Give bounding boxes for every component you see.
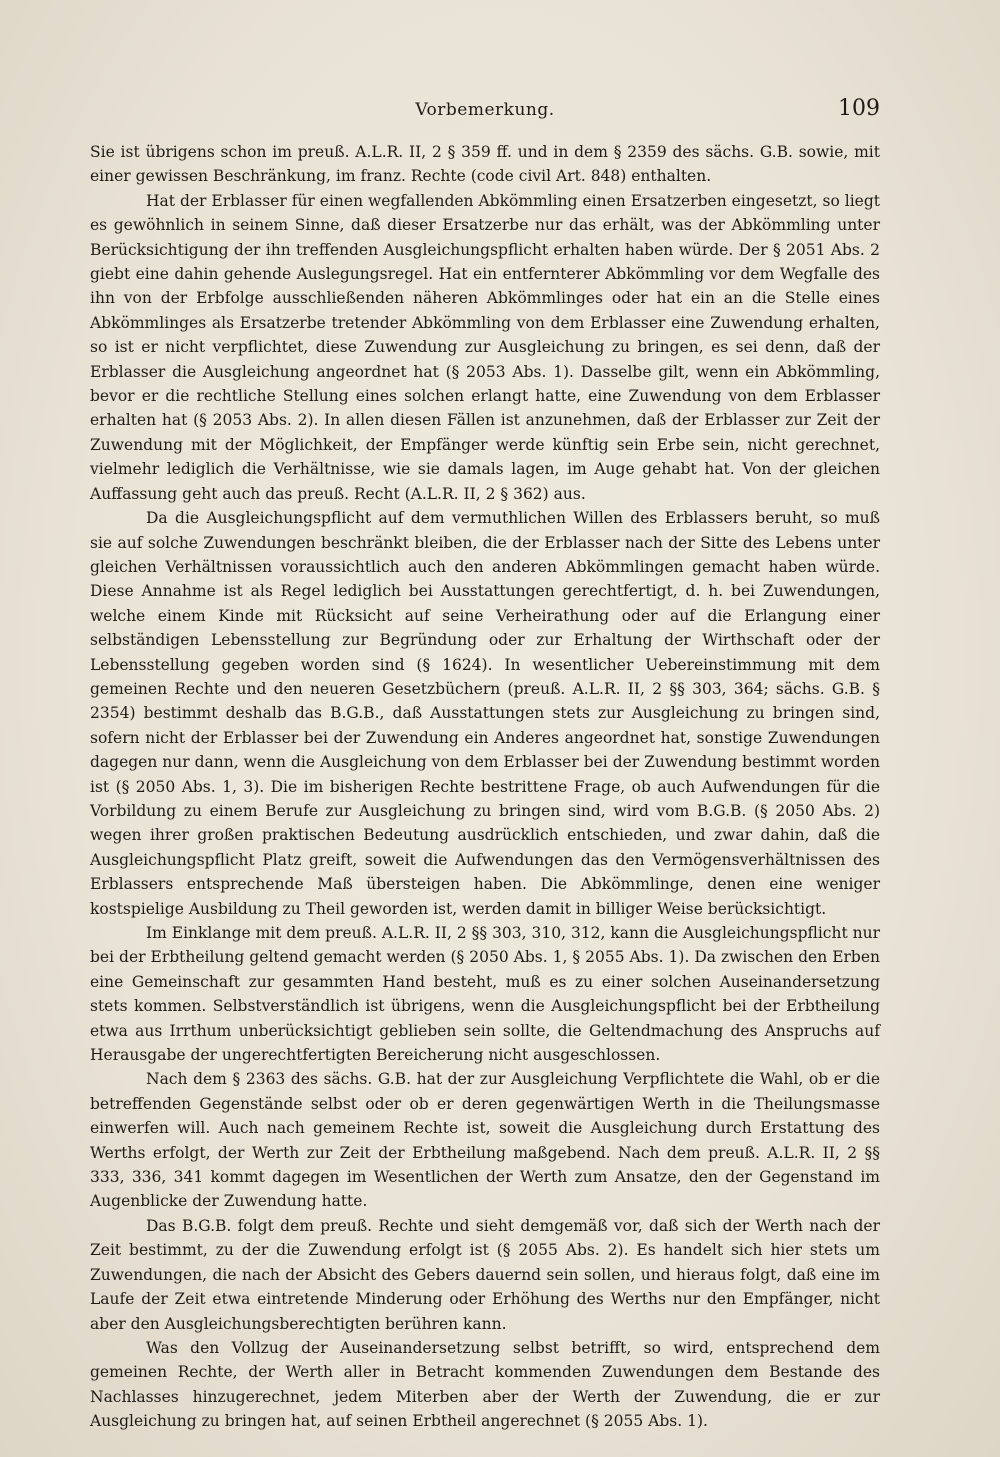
page-number: 109 [838,96,880,121]
page-header [90,96,880,128]
paragraph: Da die Ausgleichungspflicht auf dem vermuthlichen Willen des Erblassers beruht, so muß sie auf solche Zuwendungen beschränkt bleiben, die der Erblasser nach der Sitte des Lebens unter gleichen Verhältnissen voraussichtlich auch den anderen Abkömmlingen gemacht haben würde. Diese Annahme ist als Regel lediglich bei Ausstattungen gerechtfertigt, d. h. bei Zuwendungen, welche einem Kinde mit Rücksicht auf seine Verheirathung oder auf die Erlangung einer selbständigen Lebensstellung zur Begründung oder zur Erhaltung der Wirthschaft oder der Lebensstellung gegeben worden sind (§ 1624). In wesentlicher Uebereinstimmung mit dem gemeinen Rechte und den neueren Gesetzbüchern (preuß. A.L.R. II, 2 §§ 303, 364; sächs. G.B. § 2354) bestimmt deshalb das B.G.B., daß Ausstattungen stets zur Ausgleichung zu bringen sind, sofern nicht der Erblasser bei der Zuwendung ein Anderes angeordnet hat, sonstige Zuwendungen dagegen nur dann, wenn die Ausgleichung von dem Erblasser bei der Zuwendung bestimmt worden ist (§ 2050 Abs. 1, 3). Die im bisherigen Rechte bestrittene Frage, ob auch Aufwendungen für die Vorbildung zu einem Berufe zur Ausgleichung zu bringen sind, wird vom B.G.B. (§ 2050 Abs. 2) wegen ihrer großen praktischen Bedeutung ausdrücklich entschieden, und zwar dahin, daß die Ausgleichungspflicht Platz greift, soweit die Aufwendungen das den Vermögensverhältnissen des Erblassers entsprechende Maß übersteigen haben. Die Abkömmlinge, denen eine weniger kostspielige Ausbildung zu Theil geworden ist, werden damit in billiger Weise berücksichtigt. [90,509,880,918]
paragraph: Nach dem § 2363 des sächs. G.B. hat der zur Ausgleichung Verpflichtete die Wahl, ob er die betreffenden Gegenstände selbst oder ob er deren gegenwärtigen Werth in die Theilungsmasse einwerfen will. Auch nach gemeinem Rechte ist, soweit die Ausgleichung durch Erstattung des Werths erfolgt, der Werth zur Zeit der Erbtheilung maßgebend. Nach dem preuß. A.L.R. II, 2 §§ 333, 336, 341 kommt dagegen im Wesentlichen der Werth zum Ansatze, den der Gegenstand im Augenblicke der Zuwendung hatte. [90,1070,880,1211]
paragraph: Sie ist übrigens schon im preuß. A.L.R. II, 2 § 359 ff. und in dem § 2359 des sächs. G.B. sowie, mit einer gewissen Beschränkung, im franz. Rechte (code civil Art. 848) enthalten. [90,143,880,186]
paragraph: Was den Vollzug der Auseinandersetzung selbst betrifft, so wird, entsprechend dem gemeinen Rechte, der Werth aller in Betracht kommenden Zuwendungen dem Bestande des Nachlasses hinzugerechnet, jedem Miterben aber der Werth der Zuwendung, die er zur Ausgleichung zu bringen hat, auf seinen Erbtheil angerechnet (§ 2055 Abs. 1). [90,1338,880,1431]
running-title: Vorbemerkung. [415,100,555,120]
paragraph: Das B.G.B. folgt dem preuß. Rechte und sieht demgemäß vor, daß sich der Werth nach der Zeit bestimmt, zu der die Zuwendung erfolgt ist (§ 2055 Abs. 2). Es handelt sich hier stets um Zuwendungen, die nach der Absicht des Gebers dauernd sein sollen, und hieraus folgt, daß eine im Laufe der Zeit etwa eintretende Minderung oder Erhöhung des Werths nur den Empfänger, nicht aber den Ausgleichungsberechtigten berühren kann. [90,1216,880,1333]
body-text [90,140,880,1434]
paragraph: Hat der Erblasser für einen wegfallenden Abkömmling einen Ersatzerben eingesetzt, so liegt es gewöhnlich in seinem Sinne, daß dieser Ersatzerbe nur das erhält, was der Abkömmling unter Berücksichtigung der ihn treffenden Ausgleichungspflicht erhalten haben würde. Der § 2051 Abs. 2 giebt eine dahin gehende Auslegungsregel. Hat ein entfernterer Abkömmling vor dem Wegfalle des ihn von der Erbfolge ausschließenden näheren Abkömmlinges oder hat ein an die Stelle eines Abkömmlinges als Ersatzerbe tretender Abkömmling von dem Erblasser eine Zuwendung erhalten, so ist er nicht verpflichtet, diese Zuwendung zur Ausgleichung zu bringen, es sei denn, daß der Erblasser die Ausgleichung angeordnet hat (§ 2053 Abs. 1). Dasselbe gilt, wenn ein Abkömmling, bevor er die rechtliche Stellung eines solchen erlangt hatte, eine Zuwendung von dem Erblasser erhalten hat (§ 2053 Abs. 2). In allen diesen Fällen ist anzunehmen, daß der Erblasser zur Zeit der Zuwendung mit der Möglichkeit, der Empfänger werde künftig sein Erbe sein, nicht gerechnet, vielmehr lediglich die Verhältnisse, wie sie damals lagen, im Auge gehabt hat. Von der gleichen Auffassung geht auch das preuß. Recht (A.L.R. II, 2 § 362) aus. [90,191,880,503]
paragraph: Im Einklange mit dem preuß. A.L.R. II, 2 §§ 303, 310, 312, kann die Ausgleichungspflicht nur bei der Erbtheilung geltend gemacht werden (§ 2050 Abs. 1, § 2055 Abs. 1). Da zwischen den Erben eine Gemeinschaft zur gesammten Hand besteht, muß es zu einer solchen Auseinandersetzung stets kommen. Selbstverständlich ist übrigens, wenn die Ausgleichungspflicht bei der Erbtheilung etwa aus Irrthum unberücksichtigt geblieben sein sollte, die Geltendmachung des Anspruchs auf Herausgabe der ungerechtfertigten Bereicherung nicht ausgeschlossen. [90,924,880,1065]
